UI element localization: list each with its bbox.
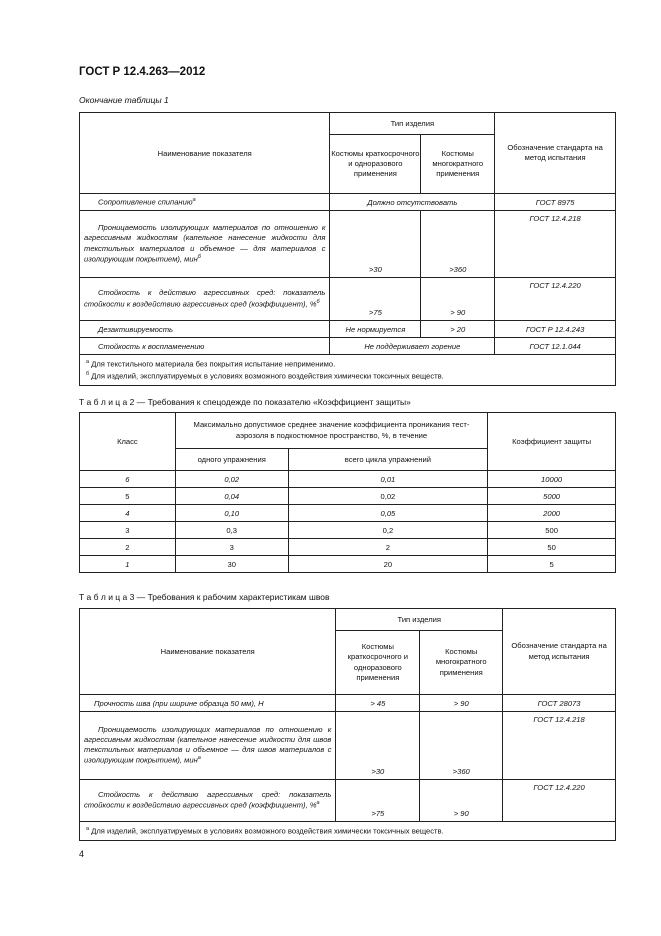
table-row: Стойкость к действию агрессивных сред: показатель стойкости к воздействию агрессивных сред (коэффициент), %$^а$ >75 > 90 ГОСТ 12.4.220 [80, 780, 616, 822]
t3-r2-std: ГОСТ 12.4.220 [503, 780, 616, 822]
t1-r1-name: Проницаемость изолирующих материалов по отношению к агрессивным жидкостям (капельное нанесение жидкости для текстильных материалов и объемное — для материалов с изолирующим покрытием), мин [84, 223, 326, 264]
t2-r0-one: 0,02 [175, 471, 288, 488]
t2-r3-coef: 500 [488, 522, 616, 539]
t1-note-a: $^а$ Для текстильного материала без покрытия испытание неприменимо. [86, 359, 336, 369]
t2-r5-one: 30 [175, 556, 288, 573]
t1-r4-name: Стойкость к воспламенению [80, 338, 330, 355]
table1-caption: Окончание таблицы 1 [79, 95, 169, 105]
t3-r0-multi: > 90 [420, 695, 503, 712]
t1-r1-short: >30 [330, 211, 421, 278]
t2-r2-class: 4 [80, 505, 176, 522]
t1-r2-multi: > 90 [421, 278, 495, 321]
t3-r2-short: >75 [336, 780, 420, 822]
table-row [80, 556, 616, 573]
table-row [80, 471, 616, 488]
t2-r1-class: 5 [80, 488, 176, 505]
t3-head-short: Костюмы краткосрочного и одноразового применения [336, 631, 420, 695]
t3-note-a: $^а$ Для изделий, эксплуатируемых в условиях возможного воздействия химически токсичных веществ. [86, 826, 444, 836]
t3-r1-name: Проницаемость изолирующих материалов по отношению к агрессивным жидкостям (капельное нанесение жидкости для швов текстильных материалов и объемное — для швов материалов с изолирующим покрытием), мин [84, 724, 332, 766]
t3-r2-name: Стойкость к действию агрессивных сред: показатель стойкости к воздействию агрессивных сред (коэффициент), % [84, 789, 332, 810]
t1-r2-short: >75 [330, 278, 421, 321]
table-row [80, 488, 616, 505]
t1-r0-std: ГОСТ 8975 [495, 194, 616, 211]
t2-r2-coef: 2000 [488, 505, 616, 522]
t2-r1-one: 0,04 [175, 488, 288, 505]
t3-r0-name: Прочность шва (при ширине образца 50 мм), Н [80, 695, 336, 712]
page-number: 4 [79, 849, 85, 859]
document-header: ГОСТ Р 12.4.263—2012 [79, 66, 206, 78]
table-3 [79, 608, 616, 841]
t2-r0-coef: 10000 [488, 471, 616, 488]
t3-head-name: Наименование показателя [80, 609, 336, 695]
t1-r3-multi: > 20 [421, 321, 495, 338]
t1-head-name: Наименование показателя [80, 113, 330, 194]
table-row: Стойкость к действию агрессивных сред: показатель стойкости к воздействию агрессивных сред (коэффициент), %$^б$ >75 > 90 ГОСТ 12.4.220 [80, 278, 616, 321]
t2-r2-one: 0,10 [175, 505, 288, 522]
t1-head-multi: Костюмы многократного применения [421, 135, 495, 194]
table-row: Сопротивление спипанию$^а$ Должно отсутствовать ГОСТ 8975 [80, 194, 616, 211]
t2-head-all: всего цикла упражнений [288, 449, 488, 471]
t3-r1-multi: >360 [420, 712, 503, 780]
table-2 [79, 412, 616, 573]
t3-head-type: Тип изделия [336, 609, 503, 631]
t1-r0-name: Сопротивление спипанию [98, 197, 193, 207]
t3-r1-short: >30 [336, 712, 420, 780]
t2-r1-coef: 5000 [488, 488, 616, 505]
t2-head-class: Класс [80, 413, 176, 471]
t2-r0-class: 6 [80, 471, 176, 488]
table-1 [79, 112, 616, 386]
t1-r3-short: Не нормируется [330, 321, 421, 338]
table3-caption: Т а б л и ц а 3 — Требования к рабочим характеристикам швов [79, 592, 330, 602]
t2-r4-class: 2 [80, 539, 176, 556]
t1-r3-name: Дезактивируемость [80, 321, 330, 338]
t1-r2-name: Стойкость к действию агрессивных сред: показатель стойкости к воздействию агрессивных сред (коэффициент), % [84, 288, 326, 309]
t1-head-std: Обозначение стандарта на метод испытания [495, 113, 616, 194]
t3-r2-multi: > 90 [420, 780, 503, 822]
t1-r3-std: ГОСТ Р 12.4.243 [495, 321, 616, 338]
table-row [80, 695, 616, 712]
table-row: Проницаемость изолирующих материалов по отношению к агрессивным жидкостям (капельное нанесение жидкости для швов текстильных материалов и объемное — для швов материалов с изолирующим покрытием), мин$^а$ >30 >360 ГОСТ 12.4.218 [80, 712, 616, 780]
t2-head-max: Максимально допустимое среднее значение коэффициента проникания тест-аэрозоля в подкостюмное пространство, %, в течение [175, 413, 487, 449]
t1-r4-std: ГОСТ 12.1.044 [495, 338, 616, 355]
t1-note-b: $^б$ Для изделий, эксплуатируемых в условиях возможного воздействия химически токсичных веществ. [86, 370, 444, 381]
table-notes [80, 822, 616, 841]
t2-r3-one: 0,3 [175, 522, 288, 539]
t2-r3-all: 0,2 [288, 522, 488, 539]
table-row [80, 505, 616, 522]
table-row [80, 522, 616, 539]
t3-r0-std: ГОСТ 28073 [503, 695, 616, 712]
t2-r5-all: 20 [288, 556, 488, 573]
t2-r5-class: 1 [80, 556, 176, 573]
t3-head-std: Обозначение стандарта на метод испытания [503, 609, 616, 695]
t1-head-type: Тип изделия [330, 113, 495, 135]
t3-r1-std: ГОСТ 12.4.218 [503, 712, 616, 780]
table-row [80, 539, 616, 556]
t1-r2-std: ГОСТ 12.4.220 [495, 278, 616, 321]
t2-r4-coef: 50 [488, 539, 616, 556]
t2-r4-all: 2 [288, 539, 488, 556]
t3-head-multi: Костюмы многократного применения [420, 631, 503, 695]
t1-head-short: Костюмы краткосрочного и одноразового применения [330, 135, 421, 194]
t2-r4-one: 3 [175, 539, 288, 556]
t2-head-one: одного упражнения [175, 449, 288, 471]
t1-r0-short: Должно отсутствовать [330, 194, 495, 211]
t2-r2-all: 0,05 [288, 505, 488, 522]
t1-r1-std: ГОСТ 12.4.218 [495, 211, 616, 278]
t2-r5-coef: 5 [488, 556, 616, 573]
t2-head-coef: Коэффициент защиты [488, 413, 616, 471]
t2-r3-class: 3 [80, 522, 176, 539]
table2-caption: Т а б л и ц а 2 — Требования к спецодежде по показателю «Коэффициент защиты» [79, 397, 411, 407]
t2-r1-all: 0,02 [288, 488, 488, 505]
table-row [80, 338, 616, 355]
t2-r0-all: 0,01 [288, 471, 488, 488]
table-row [80, 321, 616, 338]
t1-r1-multi: >360 [421, 211, 495, 278]
table-row: Проницаемость изолирующих материалов по отношению к агрессивным жидкостям (капельное нанесение жидкости для текстильных материалов и объемное — для материалов с изолирующим покрытием), мин$^б$ >30 >360 ГОСТ 12.4.218 [80, 211, 616, 278]
t3-r0-short: > 45 [336, 695, 420, 712]
table-notes [80, 355, 616, 386]
t1-r4-short: Не поддерживает горение [330, 338, 495, 355]
